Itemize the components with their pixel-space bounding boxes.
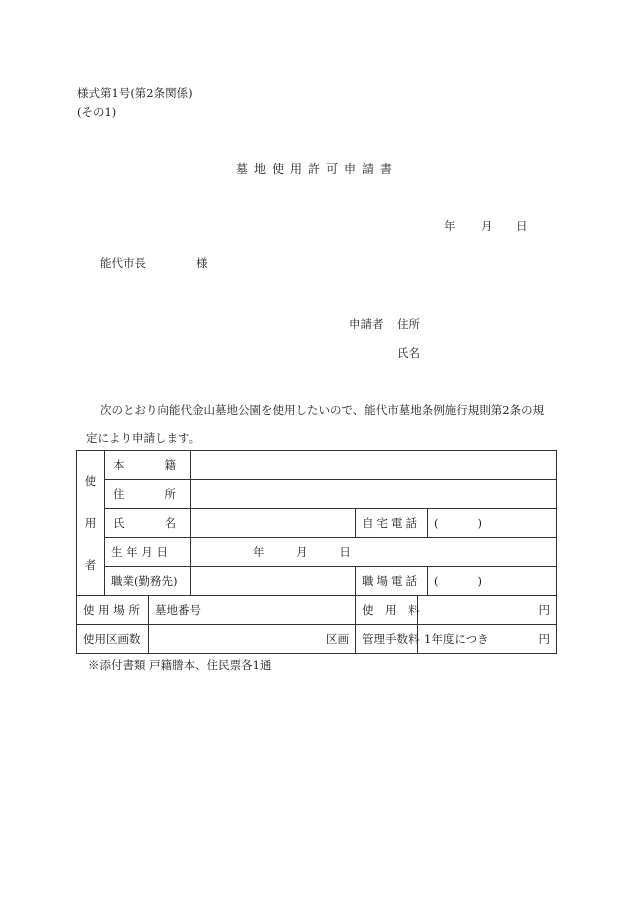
address-label: 住 所 [105,480,191,509]
place-label: 使 用 場 所 [77,596,149,625]
date-month: 月 [481,219,493,233]
mgmt-fee-label: 管理手数料 [356,625,418,654]
birth-month-label: 月 [296,545,308,559]
user-section-label: 使 用 者 [77,451,105,596]
plot-number-field[interactable] [149,596,356,625]
birthdate-field[interactable] [191,538,557,567]
addressee-honorific: 様 [196,256,208,270]
applicant-label: 申請者 [349,317,384,331]
applicant-address-label: 住所 [397,317,420,331]
date-year: 年 [444,219,456,233]
work-phone-field[interactable]: ( ) [428,567,557,596]
mgmt-fee-yen-label: 円 [538,632,551,646]
name-label: 氏 名 [105,509,191,538]
name-field[interactable] [191,509,356,538]
birth-day-label: 日 [339,545,351,559]
attachment-note: ※添付書類 戸籍謄本、住民票各1通 [88,658,272,672]
form-number: 様式第1号(第2条関係) [77,86,193,100]
form-sub-number: (その1) [77,105,117,119]
honseki-label: 本 籍 [105,451,191,480]
fee-label: 使 用 料 [356,596,418,625]
sections-label: 使用区画数 [77,625,149,654]
home-phone-field[interactable]: ( ) [428,509,557,538]
application-table [76,450,557,654]
sections-field[interactable] [149,625,356,654]
plot-number-label: 墓地番号 [155,603,201,617]
fee-yen-label: 円 [538,603,551,617]
work-phone-label: 職場電話 [356,567,428,596]
body-text-line2: 定により申請します。 [86,431,201,445]
home-phone-label: 自宅電話 [356,509,428,538]
section-unit-label: 区画 [326,632,349,646]
per-year-label: 1年度につき [424,632,489,646]
body-text-line1: 次のとおり向能代金山墓地公園を使用したいので、能代市墓地条例施行規則第2条の規 [100,403,545,417]
addressee-name: 能代市長 [100,256,146,270]
document-title: 墓地使用許可申請書 [236,162,399,176]
occupation-field[interactable] [191,567,356,596]
mgmt-fee-field[interactable] [418,625,557,654]
occupation-label: 職業(勤務先) [105,567,191,596]
date-day: 日 [516,219,528,233]
address-field[interactable] [191,480,557,509]
fee-field[interactable] [418,596,557,625]
birth-year-label: 年 [253,545,265,559]
applicant-name-label: 氏名 [397,346,420,360]
birthdate-label: 生 年 月 日 [105,538,191,567]
honseki-field[interactable] [191,451,557,480]
